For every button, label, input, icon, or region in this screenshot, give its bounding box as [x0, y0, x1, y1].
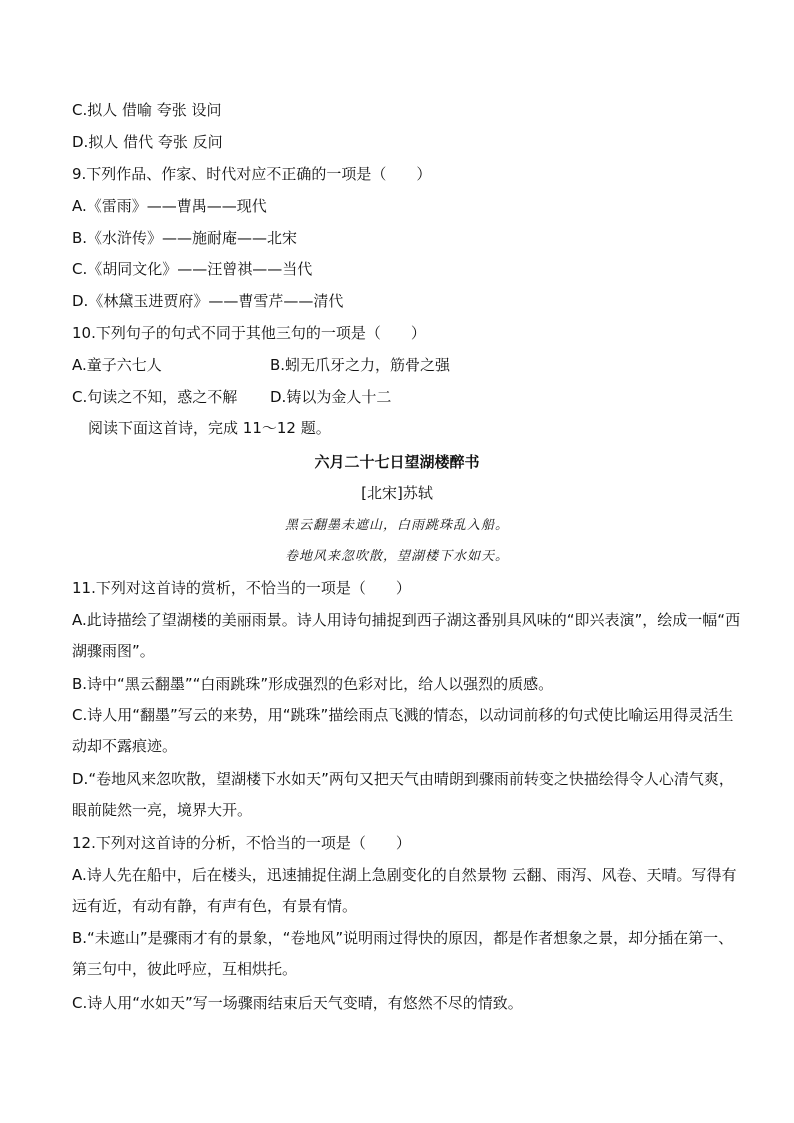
q12-stem: 12.下列对这首诗的分析，不恰当的一项是（ ） [72, 834, 411, 852]
q10-stem: 10.下列句子的句式不同于其他三句的一项是（ ） [72, 324, 426, 342]
poem-title: 六月二十七日望湖楼醉书 [314, 453, 480, 471]
poem-line-1: 黑云翻墨未遮山，白雨跳珠乱入船。 [284, 518, 509, 533]
q12-option-b: B.“未遮山”是骤雨才有的景象，“卷地风”说明雨过得快的原因，都是作者想象之景，却分插在第一、第三句中，彼此呼应，互相烘托。 [72, 929, 734, 978]
q10-option-c: C.句读之不知，惑之不解 [72, 388, 238, 406]
q9-option-b: B.《水浒传》——施耐庵——北宋 [72, 229, 298, 247]
q10-option-b: B.蚓无爪牙之力，筋骨之强 [270, 356, 451, 374]
q10-option-a: A.童子六七人 [72, 356, 162, 374]
q9-option-c: C.《胡同文化》——汪曾祺——当代 [72, 260, 313, 278]
q12-option-c: C.诗人用“水如天”写一场骤雨结束后天气变晴，有悠然不尽的情致。 [72, 994, 523, 1012]
q12-option-a: A.诗人先在船中，后在楼头，迅速捕捉住湖上急剧变化的自然景物 云翻、雨泻、风卷、天晴。写得有远有近，有动有静，有声有色，有景有情。 [72, 866, 737, 915]
q9-stem: 9.下列作品、作家、时代对应不正确的一项是（ ） [72, 165, 432, 183]
q8-option-c: C.拟人 借喻 夸张 设问 [72, 101, 222, 119]
reading-instruction: 阅读下面这首诗，完成 11～12 题。 [88, 419, 331, 437]
poem-line-2: 卷地风来忽吹散，望湖楼下水如天。 [284, 549, 509, 564]
poem-author: [北宋]苏轼 [361, 484, 433, 502]
q11-option-b: B.诗中“黑云翻墨”“白雨跳珠”形成强烈的色彩对比，给人以强烈的质感。 [72, 675, 554, 693]
q9-option-a: A.《雷雨》——曹禺——现代 [72, 197, 267, 215]
q11-option-c: C.诗人用“翻墨”写云的来势，用“跳珠”描绘雨点飞溅的情态，以动词前移的句式使比喻运用得灵活生动却不露痕迹。 [72, 706, 734, 755]
q11-option-d: D.“卷地风来忽吹散，望湖楼下水如天”两句又把天气由晴朗到骤雨前转变之快描绘得令人心清气爽，眼前陡然一亮，境界大开。 [72, 770, 734, 819]
q11-stem: 11.下列对这首诗的赏析，不恰当的一项是（ ） [72, 579, 411, 597]
q11-option-a: A.此诗描绘了望湖楼的美丽雨景。诗人用诗句捕捉到西子湖这番别具风味的“即兴表演”，绘成一幅“西湖骤雨图”。 [72, 611, 741, 660]
q9-option-d: D.《林黛玉进贾府》——曹雪芹——清代 [72, 292, 344, 310]
q10-option-d: D.铸以为金人十二 [270, 388, 392, 406]
q8-option-d: D.拟人 借代 夸张 反问 [72, 133, 223, 151]
